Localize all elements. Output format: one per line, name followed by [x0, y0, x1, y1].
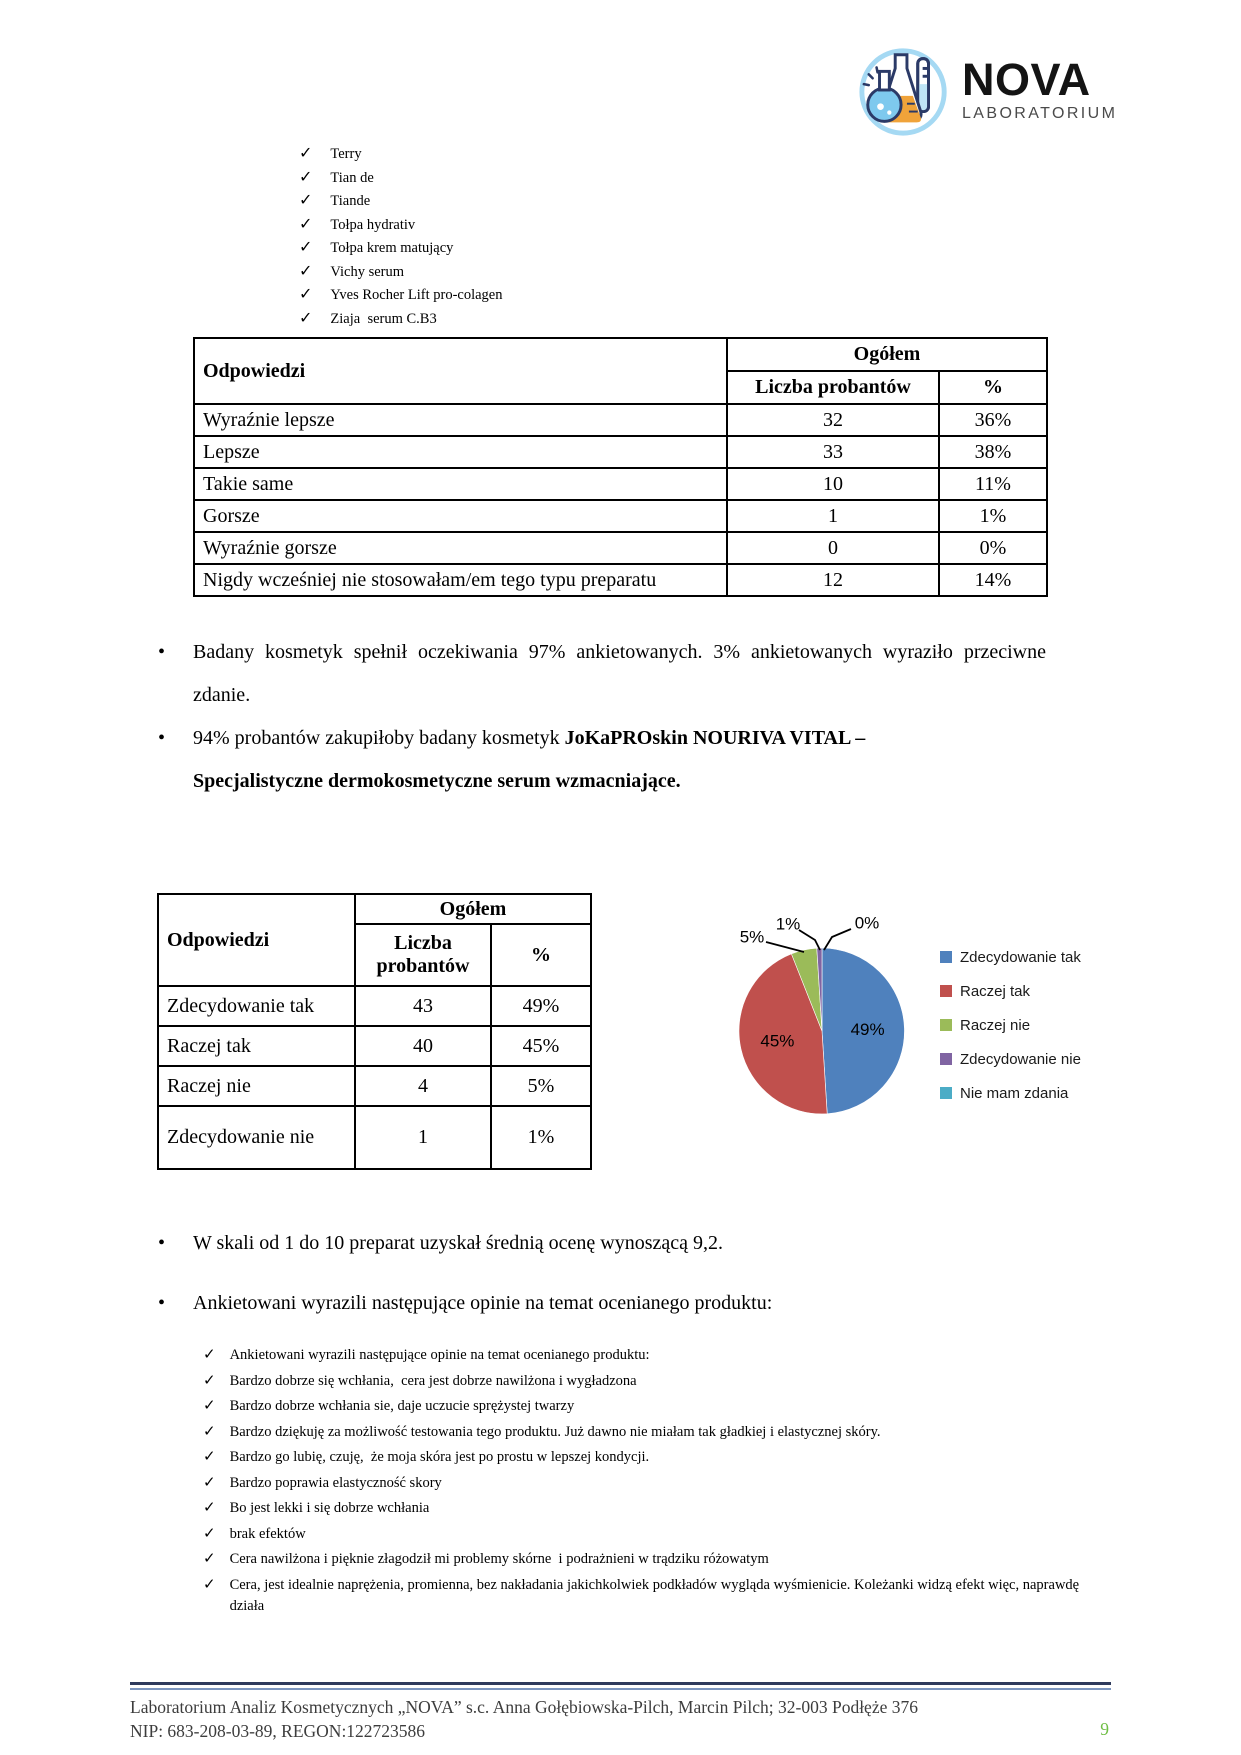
checkmark-icon: ✓ — [299, 284, 313, 303]
opinion-item — [203, 1371, 1103, 1393]
bullet-icon: • — [158, 1232, 166, 1254]
lab-flasks-icon — [856, 44, 954, 136]
pie-callout-line — [799, 930, 820, 950]
pie-callout-label: 0% — [854, 913, 880, 933]
opinion-item — [203, 1498, 1103, 1520]
opinions-checklist — [203, 1345, 1103, 1622]
percent-cell: 0% — [939, 532, 1047, 564]
page-number: 9 — [1100, 1719, 1109, 1739]
count-cell: 0 — [727, 532, 939, 564]
bullet-text: Ankietowani wyrazili następujące opinie na temat ocenianego produktu: — [193, 1292, 773, 1314]
table-row — [194, 468, 1047, 500]
table-header-row — [194, 338, 1047, 371]
product-item — [299, 190, 503, 214]
answer-cell: Raczej tak — [158, 1026, 355, 1066]
footer-line-1: Laboratorium Analiz Kosmetycznych „NOVA” s.c. Anna Gołębiowska-Pilch, Marcin Pilch; 32-003 Podłęże 376 — [130, 1697, 918, 1717]
legend-item — [940, 1049, 1081, 1069]
opinion-label: brak efektów — [229, 1525, 306, 1542]
purchase-results-table — [157, 893, 592, 1170]
legend-label: Zdecydowanie nie — [960, 1050, 1081, 1068]
checkmark-icon: ✓ — [203, 1370, 216, 1389]
percent-cell: 1% — [491, 1106, 591, 1169]
opinion-label: Bardzo dobrze wchłania sie, daje uczucie sprężystej twarzy — [229, 1398, 575, 1414]
count-cell: 1 — [727, 500, 939, 532]
opinion-label: Bardzo poprawia elastyczność skory — [229, 1474, 442, 1491]
column-header-count: Liczba probantów — [355, 924, 491, 986]
logo-name: NOVA — [962, 54, 1091, 105]
count-cell: 4 — [355, 1066, 491, 1106]
checkmark-icon: ✓ — [299, 166, 313, 186]
percent-cell: 5% — [491, 1066, 591, 1106]
product-label: Tiande — [330, 193, 371, 209]
opinion-item — [203, 1575, 1103, 1618]
answer-cell: Raczej nie — [158, 1066, 355, 1106]
legend-swatch-icon — [940, 1087, 952, 1099]
opinion-label: Cera nawilżona i pięknie złagodził mi problemy skórne i podrażnieni w trądziku różowatym — [229, 1551, 769, 1567]
bullet-opinions-intro — [158, 1282, 1048, 1325]
checkmark-icon: ✓ — [203, 1396, 216, 1414]
opinion-item — [203, 1396, 1103, 1418]
legend-item — [940, 1015, 1081, 1035]
checkmark-icon: ✓ — [203, 1523, 216, 1542]
percent-cell: 36% — [939, 404, 1047, 436]
opinion-label: Cera, jest idealnie naprężenia, promienna, bez nakładania jakichkolwiek podkładów wygląda wyśmienicie. Koleżanki widzą efekt więc, naprawdę działa — [229, 1576, 1083, 1614]
answer-cell: Nigdy wcześniej nie stosowałam/em tego typu preparatu — [194, 564, 727, 596]
product-name-bold: Specjalistyczne dermokosmetyczne serum wzmacniające. — [193, 770, 681, 792]
bullet-text-normal: 94% probantów zakupiłoby badany kosmetyk — [193, 727, 565, 749]
answer-cell: Gorsze — [194, 500, 727, 532]
column-header-percent: % — [939, 371, 1047, 404]
opinion-label: Bardzo dobrze się wchłania, cera jest dobrze nawilżona i wygładzona — [229, 1372, 637, 1389]
count-cell: 12 — [727, 564, 939, 596]
checkmark-icon: ✓ — [299, 260, 313, 280]
table-row — [158, 1106, 591, 1169]
opinion-item — [203, 1447, 1103, 1469]
opinion-item — [203, 1473, 1103, 1495]
product-label: Ziaja serum C.B3 — [330, 310, 437, 327]
checkmark-icon: ✓ — [203, 1345, 216, 1363]
bullet-icon: • — [158, 1292, 166, 1314]
logo-text — [962, 54, 1118, 123]
bullet-text: Badany kosmetyk spełnił oczekiwania 97% ankietowanych. 3% ankietowanych wyraziło przeciwne zdanie. — [193, 641, 1046, 706]
pie-legend — [940, 947, 1081, 1117]
answer-cell: Wyraźnie lepsze — [194, 404, 727, 436]
bullet-purchase-intent — [158, 717, 1048, 803]
bullet-text — [193, 717, 1046, 803]
count-cell: 32 — [727, 404, 939, 436]
page-footer — [130, 1682, 1111, 1743]
bullet-text: W skali od 1 do 10 preparat uzyskał średnią ocenę wynoszącą 9,2. — [193, 1232, 724, 1254]
opinion-item — [203, 1345, 1103, 1367]
table-row — [194, 404, 1047, 436]
opinion-item — [203, 1524, 1103, 1546]
column-header-answers: Odpowiedzi — [158, 894, 355, 986]
percent-cell: 49% — [491, 986, 591, 1026]
column-header-count: Liczba probantów — [727, 371, 939, 404]
answer-cell: Lepsze — [194, 436, 727, 468]
table-row — [158, 986, 591, 1026]
product-label: Terry — [330, 146, 362, 162]
checkmark-icon: ✓ — [299, 190, 313, 209]
product-label: Tian de — [330, 169, 374, 186]
table-row — [194, 500, 1047, 532]
column-header-answers: Odpowiedzi — [194, 338, 727, 404]
pie-callout-label: 5% — [739, 927, 765, 947]
opinion-item — [203, 1422, 1103, 1444]
count-cell: 10 — [727, 468, 939, 500]
product-item — [299, 308, 503, 332]
legend-swatch-icon — [940, 951, 952, 963]
checkmark-icon: ✓ — [203, 1498, 216, 1516]
column-header-group: Ogółem — [355, 894, 591, 924]
percent-cell: 45% — [491, 1026, 591, 1066]
checkmark-icon: ✓ — [203, 1421, 216, 1440]
legend-label: Zdecydowanie tak — [960, 948, 1081, 966]
purchase-pie-chart — [640, 900, 1120, 1150]
legend-swatch-icon — [940, 1053, 952, 1065]
logo-subtitle: LABORATORIUM — [962, 105, 1118, 122]
product-label: Tołpa hydrativ — [330, 216, 416, 233]
pie-callout-line — [824, 929, 851, 950]
product-checklist — [299, 143, 503, 331]
legend-label: Raczej tak — [960, 982, 1031, 1000]
pie-value-label: 49% — [850, 1020, 885, 1040]
legend-label: Raczej nie — [960, 1016, 1031, 1034]
footer-text — [130, 1690, 1111, 1743]
percent-cell: 11% — [939, 468, 1047, 500]
table-header-row — [158, 894, 591, 924]
checkmark-icon: ✓ — [299, 143, 313, 162]
footer-line-2: NIP: 683-208-03-89, REGON:122723586 — [130, 1721, 426, 1741]
count-cell: 40 — [355, 1026, 491, 1066]
percent-cell: 38% — [939, 436, 1047, 468]
table-row — [194, 532, 1047, 564]
answer-cell: Zdecydowanie nie — [158, 1106, 355, 1169]
answer-cell: Wyraźnie gorsze — [194, 532, 727, 564]
bullet-average-score — [158, 1222, 1048, 1265]
table-row — [194, 564, 1047, 596]
comparison-results-table — [193, 337, 1048, 597]
count-cell: 1 — [355, 1106, 491, 1169]
product-item — [299, 214, 503, 238]
legend-item — [940, 947, 1081, 967]
checkmark-icon: ✓ — [203, 1447, 216, 1465]
column-header-percent: % — [491, 924, 591, 986]
table-row — [158, 1026, 591, 1066]
bullet-icon: • — [158, 641, 166, 663]
footer-rule — [130, 1682, 1111, 1690]
checkmark-icon: ✓ — [203, 1574, 216, 1593]
product-item — [299, 237, 503, 261]
table-row — [158, 1066, 591, 1106]
percent-cell: 14% — [939, 564, 1047, 596]
legend-item — [940, 1083, 1081, 1103]
checkmark-icon: ✓ — [203, 1549, 216, 1567]
answer-cell: Takie same — [194, 468, 727, 500]
product-item — [299, 167, 503, 191]
opinion-label: Bardzo dziękuję za możliwość testowania tego produktu. Już dawno nie miałam tak gładkiej i elastycznej skóry. — [229, 1423, 881, 1440]
logo — [856, 44, 1117, 136]
checkmark-icon: ✓ — [299, 237, 313, 256]
product-item — [299, 261, 503, 285]
opinion-label: Bardzo go lubię, czuję, że moja skóra jest po prostu w lepszej kondycji. — [229, 1449, 650, 1465]
pie-callout-line — [766, 942, 804, 952]
product-label: Vichy serum — [330, 263, 405, 280]
bullet-icon: • — [158, 727, 166, 749]
opinion-item — [203, 1549, 1103, 1571]
checkmark-icon: ✓ — [299, 307, 313, 327]
pie-value-label: 45% — [760, 1031, 795, 1051]
legend-swatch-icon — [940, 1019, 952, 1031]
checkmark-icon: ✓ — [203, 1472, 216, 1491]
opinion-label: Bo jest lekki i się dobrze wchłania — [229, 1500, 430, 1516]
answer-cell: Zdecydowanie tak — [158, 986, 355, 1026]
checkmark-icon: ✓ — [299, 213, 313, 233]
pie-callout-label: 1% — [775, 914, 801, 934]
product-label: Yves Rocher Lift pro-colagen — [330, 287, 503, 303]
opinion-label: Ankietowani wyrazili następujące opinie na temat ocenianego produktu: — [229, 1347, 650, 1363]
legend-label: Nie mam zdania — [960, 1084, 1069, 1102]
count-cell: 43 — [355, 986, 491, 1026]
product-item — [299, 284, 503, 308]
product-name-bold: JoKaPROskin NOURIVA VITAL – — [564, 727, 866, 749]
count-cell: 33 — [727, 436, 939, 468]
legend-item — [940, 981, 1081, 1001]
column-header-group: Ogółem — [727, 338, 1047, 371]
percent-cell: 1% — [939, 500, 1047, 532]
legend-swatch-icon — [940, 985, 952, 997]
product-item — [299, 143, 503, 167]
bullet-expectations — [158, 631, 1048, 717]
table-row — [194, 436, 1047, 468]
product-label: Tołpa krem matujący — [330, 240, 454, 256]
